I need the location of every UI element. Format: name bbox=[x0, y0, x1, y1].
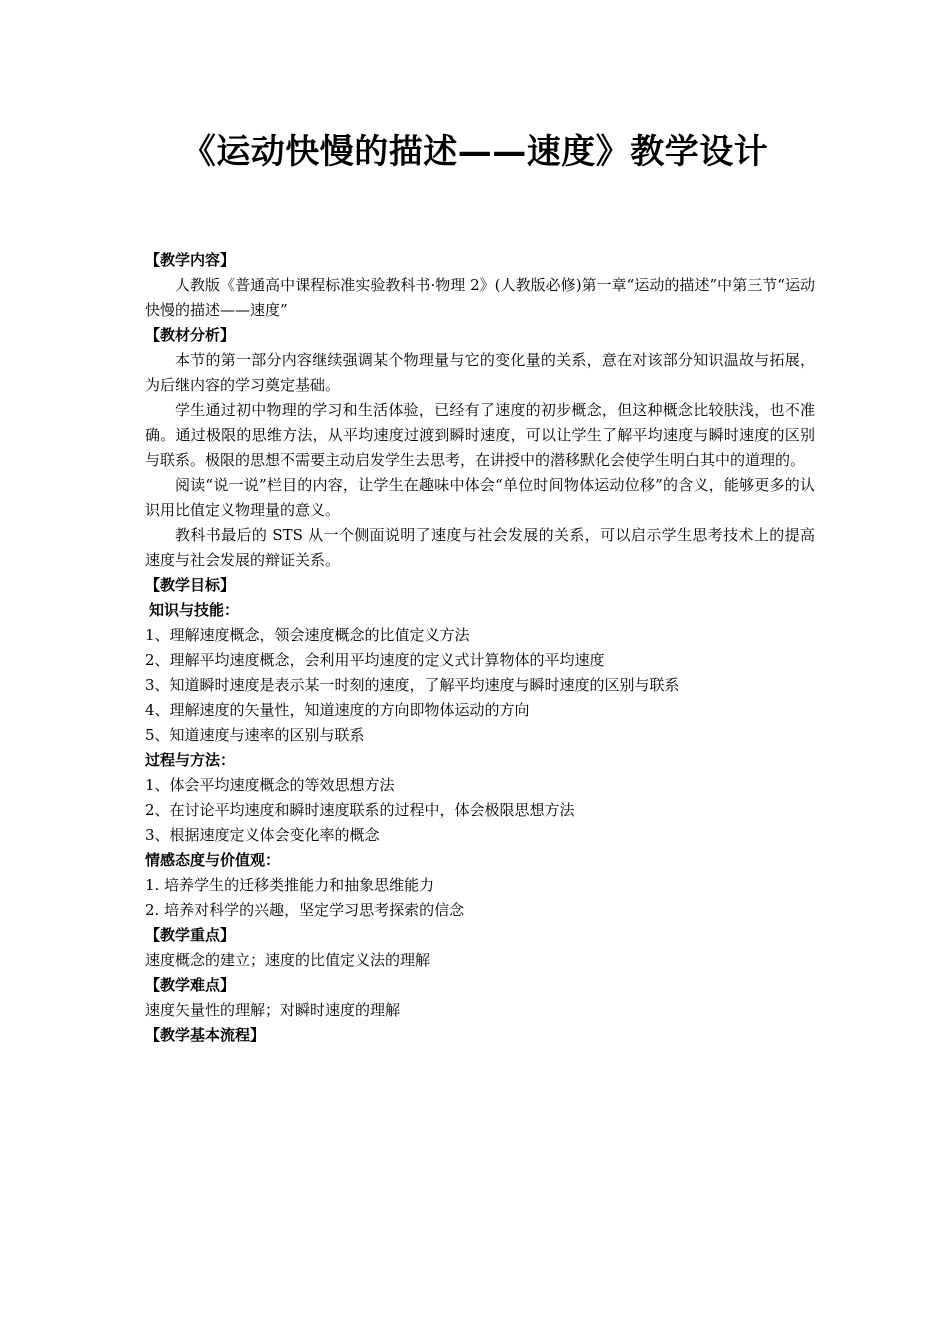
analysis-paragraph: 学生通过初中物理的学习和生活体验，已经有了速度的初步概念，但这种概念比较肤浅，也不准确。通过极限的思维方法，从平均速度过渡到瞬时速度，可以让学生了解平均速度与瞬时速度的区别与联系。极限的思想不需要主动启发学生去思考，在讲授中的潜移默化会使学生明白其中的道理的。 bbox=[145, 401, 815, 469]
document-title: 《运动快慢的描述——速度》教学设计 bbox=[181, 132, 769, 172]
key-text: 速度概念的建立；速度的比值定义法的理解 bbox=[145, 951, 431, 969]
subheading-attitude: 情感态度与价值观： bbox=[145, 851, 281, 869]
analysis-paragraph: 阅读“说一说”栏目的内容，让学生在趣味中体会“单位时间物体运动位移”的含义，能够更多的认识用比值定义物理量的意义。 bbox=[145, 476, 815, 519]
list-item: 3、知道瞬时速度是表示某一时刻的速度，了解平均速度与瞬时速度的区别与联系 bbox=[145, 676, 680, 694]
section-heading-goals: 【教学目标】 bbox=[145, 576, 236, 594]
list-item: 1、体会平均速度概念的等效思想方法 bbox=[145, 776, 395, 794]
difficulty-text: 速度矢量性的理解；对瞬时速度的理解 bbox=[145, 1001, 401, 1019]
subheading-knowledge: 知识与技能： bbox=[149, 601, 240, 619]
list-item: 1、理解速度概念，领会速度概念的比值定义方法 bbox=[145, 626, 470, 644]
section-heading-flow: 【教学基本流程】 bbox=[145, 1026, 266, 1044]
list-item: 2、理解平均速度概念，会利用平均速度的定义式计算物体的平均速度 bbox=[145, 651, 605, 669]
list-item: 1. 培养学生的迁移类推能力和抽象思维能力 bbox=[145, 876, 435, 894]
document-body bbox=[145, 248, 815, 1048]
section-heading-analysis: 【教材分析】 bbox=[145, 326, 236, 344]
analysis-paragraph: 教科书最后的 STS 从一个侧面说明了速度与社会发展的关系，可以启示学生思考技术上的提高速度与社会发展的辩证关系。 bbox=[145, 526, 815, 569]
section-heading-difficulty: 【教学难点】 bbox=[145, 976, 236, 994]
list-item: 5、知道速度与速率的区别与联系 bbox=[145, 726, 365, 744]
subheading-process: 过程与方法： bbox=[145, 751, 236, 769]
list-item: 3、根据速度定义体会变化率的概念 bbox=[145, 826, 380, 844]
section-heading-content: 【教学内容】 bbox=[145, 251, 236, 269]
section-heading-key: 【教学重点】 bbox=[145, 926, 236, 944]
list-item: 2、在讨论平均速度和瞬时速度联系的过程中，体会极限思想方法 bbox=[145, 801, 575, 819]
content-text: 人教版《普通高中课程标准实验教科书·物理 2》(人教版必修)第一章“运动的描述”中第三节“运动快慢的描述——速度” bbox=[145, 276, 815, 319]
list-item: 4、理解速度的矢量性，知道速度的方向即物体运动的方向 bbox=[145, 701, 530, 719]
list-item: 2. 培养对科学的兴趣，坚定学习思考探索的信念 bbox=[145, 901, 465, 919]
analysis-paragraph: 本节的第一部分内容继续强调某个物理量与它的变化量的关系，意在对该部分知识温故与拓展，为后继内容的学习奠定基础。 bbox=[145, 351, 815, 394]
